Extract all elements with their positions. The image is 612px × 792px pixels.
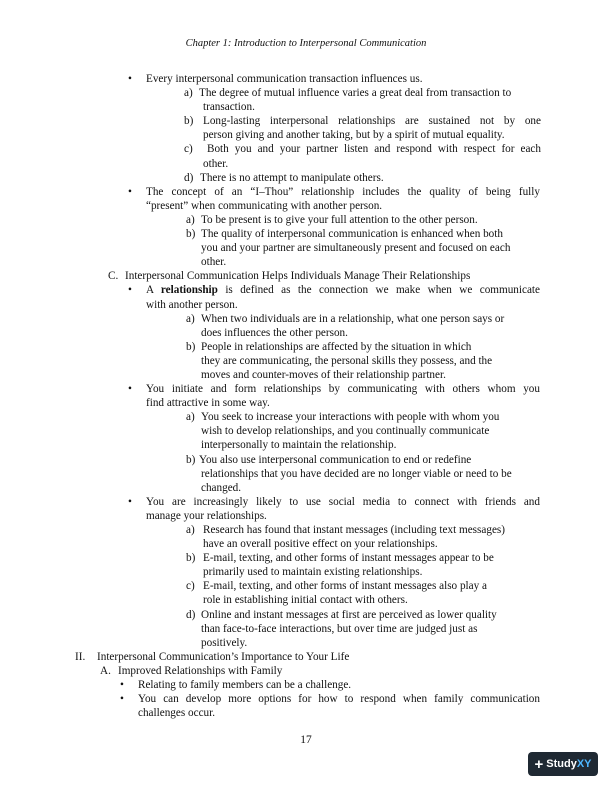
sub-text-line: You seek to increase your interactions with people with whom you: [201, 411, 500, 424]
bullet-item: [0, 678, 612, 692]
sub-text-line: To be present is to give your full attention to the other person.: [201, 213, 478, 226]
sub-text-line: does influences the other person.: [201, 326, 348, 339]
sub-text-line: relationships that you have decided are no longer viable or need to be: [201, 467, 512, 480]
sub-item: [0, 453, 612, 495]
bullet-text-line: You can develop more options for how to respond when family communication: [138, 693, 540, 706]
sub-text-line: When two individuals are in a relationship, what one person says or: [201, 312, 505, 325]
sub-text-line: than face-to-face interactions, but over time are judged just as: [201, 622, 478, 635]
sub-mark: b): [184, 115, 194, 128]
section-mark: II.: [75, 650, 86, 663]
bullet-text-pre: A: [146, 284, 161, 297]
section-mark: A.: [100, 664, 111, 677]
sub-text-line: transaction.: [203, 101, 255, 114]
bullet-mark: •: [128, 284, 132, 297]
bullet-text-line: You are increasingly likely to use social media to connect with friends and: [146, 495, 540, 508]
section-mark: C.: [108, 270, 119, 283]
plus-icon: +: [534, 755, 544, 773]
page-body: [0, 72, 612, 720]
sub-text-line: changed.: [201, 481, 242, 494]
bullet-text-line: The concept of an “I–Thou” relationship includes the quality of being fully: [146, 185, 540, 198]
sub-mark: a): [186, 411, 195, 424]
sub-text-line: E-mail, texting, and other forms of instant messages also play a: [203, 580, 487, 593]
sub-text-line: The quality of interpersonal communication is enhanced when both: [201, 228, 503, 241]
sub-mark: d): [186, 608, 196, 621]
sub-item: [0, 142, 612, 170]
sub-mark: c): [186, 580, 195, 593]
bullet-mark: •: [120, 679, 124, 692]
bullet-text-line: [146, 283, 540, 297]
term-relationship: relationship: [160, 284, 218, 297]
section-heading-c: [0, 269, 612, 283]
sub-text-line: you and your partner are simultaneously present and focused on each: [201, 242, 511, 255]
bullet-text-line: You initiate and form relationships by communicating with others whom you: [146, 383, 540, 396]
sub-item: [0, 523, 612, 551]
sub-text-line: moves and counter-moves of their relationship partner.: [201, 368, 446, 381]
sub-item: [0, 213, 612, 227]
sub-text-line: People in relationships are affected by the situation in which: [201, 340, 472, 353]
sub-text-line: positively.: [201, 636, 248, 649]
section-heading-ii: [0, 650, 612, 664]
bullet-mark: •: [128, 383, 132, 396]
sub-item: [0, 171, 612, 185]
badge-text-study: Study: [546, 758, 577, 770]
sub-mark: b): [186, 228, 196, 241]
sub-text-line: primarily used to maintain existing relationships.: [203, 566, 423, 579]
sub-text-line: Online and instant messages at first are perceived as lower quality: [201, 608, 497, 621]
sub-text-line: other.: [203, 157, 229, 170]
bullet-item: [0, 692, 612, 720]
bullet-item: [0, 185, 612, 213]
sub-item: [0, 579, 612, 607]
sub-text-line: other.: [201, 256, 227, 269]
section-title: Improved Relationships with Family: [118, 664, 283, 677]
sub-text-line: have an overall positive effect on your relationships.: [203, 538, 438, 551]
studyxy-badge[interactable]: [528, 752, 598, 776]
sub-text-line: person giving and another taking, but by a spirit of mutual equality.: [203, 129, 505, 142]
sub-text-line: Long-lasting interpersonal relationships are sustained not by one: [203, 115, 541, 128]
sub-text-line: E-mail, texting, and other forms of instant messages appear to be: [203, 552, 494, 565]
sub-mark: b): [186, 453, 196, 466]
sub-item: [0, 114, 612, 142]
sub-mark: c): [184, 143, 193, 156]
bullet-mark: •: [120, 693, 124, 706]
bullet-mark: •: [128, 185, 132, 198]
sub-item: [0, 551, 612, 579]
bullet-text-line: with another person.: [146, 298, 238, 311]
sub-text-line: The degree of mutual influence varies a great deal from transaction to: [199, 87, 512, 100]
bullet-mark: •: [128, 73, 132, 85]
bullet-item: [0, 382, 612, 410]
sub-mark: a): [186, 213, 195, 226]
sub-text-line: interpersonally to maintain the relationship.: [201, 439, 397, 452]
badge-label: [546, 758, 591, 770]
sub-text-line: Research has found that instant messages (including text messages): [203, 524, 505, 536]
sub-item: [0, 227, 612, 269]
bullet-text: Relating to family members can be a challenge.: [138, 679, 352, 692]
sub-text-line: they are communicating, the personal skills they possess, and the: [201, 354, 493, 367]
sub-text-line: role in establishing initial contact with others.: [203, 594, 408, 607]
section-title: Interpersonal Communication’s Importance to Your Life: [97, 650, 350, 663]
sub-mark: b): [186, 552, 196, 565]
bullet-item: [0, 495, 612, 523]
bullet-text-line: find attractive in some way.: [146, 397, 270, 410]
bullet-text-line: challenges occur.: [138, 707, 216, 720]
section-heading-a: [0, 664, 612, 678]
chapter-header: Chapter 1: Introduction to Interpersonal Communication: [185, 38, 427, 49]
sub-mark: a): [186, 524, 195, 536]
bullet-text-line: “present” when communicating with another person.: [146, 199, 383, 212]
sub-mark: d): [184, 171, 194, 184]
sub-item: [0, 608, 612, 650]
sub-item: [0, 312, 612, 340]
bullet-text: Every interpersonal communication transaction influences us.: [146, 73, 423, 85]
sub-item: [0, 340, 612, 382]
bullet-mark: •: [128, 495, 132, 508]
bullet-item: [0, 283, 612, 311]
bullet-text-line: manage your relationships.: [146, 509, 267, 522]
bullet-item: [0, 72, 612, 86]
sub-text-line: wish to develop relationships, and you continually communicate: [201, 425, 490, 438]
sub-item: [0, 86, 612, 114]
sub-text-line: Both you and your partner listen and respond with respect for each: [207, 143, 541, 156]
section-title: Interpersonal Communication Helps Individuals Manage Their Relationships: [125, 270, 471, 283]
sub-mark: a): [186, 312, 195, 325]
sub-text-line: There is no attempt to manipulate others.: [200, 171, 384, 184]
page-number: 17: [300, 734, 312, 746]
sub-mark: a): [184, 87, 193, 100]
bullet-text-post: is defined as the connection we make when we communicate: [217, 284, 540, 297]
sub-item: [0, 410, 612, 452]
sub-text-line: You also use interpersonal communication to end or redefine: [199, 453, 472, 466]
badge-text-xy: XY: [576, 758, 592, 770]
sub-mark: b): [186, 340, 196, 353]
